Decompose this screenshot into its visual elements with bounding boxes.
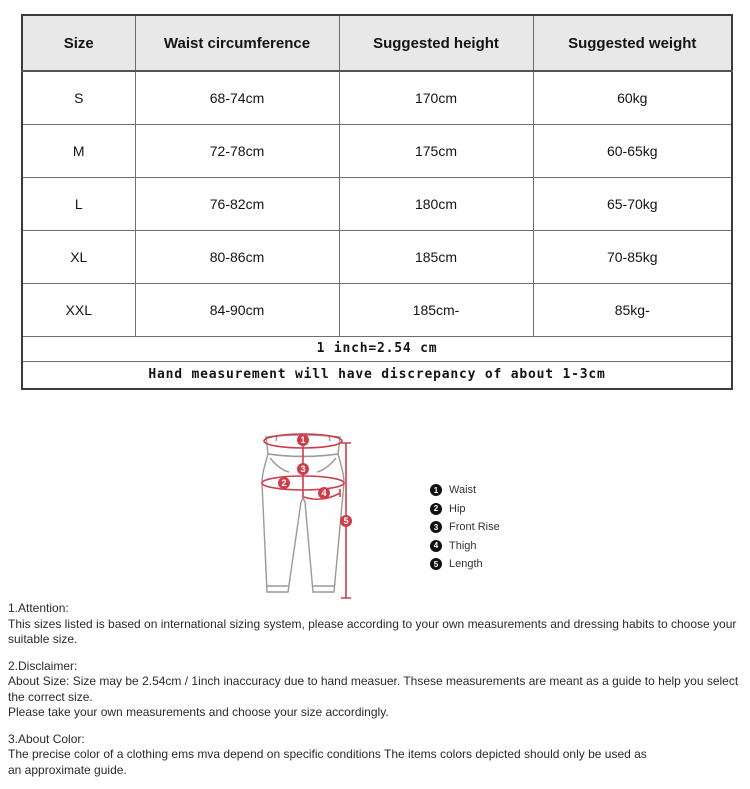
table-cell: 60kg <box>533 71 732 124</box>
measurement-diagram-section <box>0 418 750 613</box>
thigh-badge <box>318 487 330 499</box>
table-row <box>22 283 732 336</box>
size-chart-table <box>21 14 733 390</box>
legend-item-front-rise <box>430 518 500 537</box>
table-cell: 85kg- <box>533 283 732 336</box>
table-cell: 65-70kg <box>533 177 732 230</box>
number-3-icon: 3 <box>430 521 442 533</box>
note-about-color <box>8 732 748 779</box>
table-cell: 68-74cm <box>135 71 339 124</box>
number-5-icon: 5 <box>430 558 442 570</box>
table-cell: 170cm <box>339 71 533 124</box>
column-header: Suggested weight <box>533 15 732 71</box>
table-cell: L <box>22 177 135 230</box>
table-cell: M <box>22 124 135 177</box>
number-2-icon: 2 <box>430 503 442 515</box>
notes-section <box>8 601 748 789</box>
column-header: Suggested height <box>339 15 533 71</box>
legend-label: Waist <box>449 484 477 497</box>
table-cell: 76-82cm <box>135 177 339 230</box>
note-title: 2.Disclaimer: <box>8 658 78 673</box>
footnote-cell: Hand measurement will have discrepancy of about 1-3cm <box>22 361 732 389</box>
table-cell: XXL <box>22 283 135 336</box>
note-line: This sizes listed is based on international sizing system, please according to your own measurements and dressing habits to choose your suitable size. <box>8 616 737 646</box>
number-4-icon: 4 <box>430 540 442 552</box>
legend-item-thigh <box>430 537 500 556</box>
table-body <box>22 71 732 336</box>
legend-label: Hip <box>449 502 466 515</box>
note-line: About Size: Size may be 2.54cm / 1inch inaccuracy due to hand measuer. Thsese measurements are meant as a guide to help you select the correct size. <box>8 674 739 704</box>
footnote-row <box>22 361 732 389</box>
number-1-icon: 1 <box>430 484 442 496</box>
table-cell: S <box>22 71 135 124</box>
front-rise-badge <box>297 463 309 475</box>
column-header: Size <box>22 15 135 71</box>
legend-label: Length <box>449 558 483 571</box>
svg-text:5: 5 <box>343 516 349 527</box>
note-line: The precise color of a clothing ems mva depend on specific conditions The items colors depicted should only be used as <box>8 747 647 761</box>
waist-badge <box>297 434 309 446</box>
legend-item-waist <box>430 481 500 500</box>
svg-text:1: 1 <box>300 435 306 446</box>
length-badge <box>340 515 352 527</box>
hip-badge <box>278 477 290 489</box>
table-cell: 185cm <box>339 230 533 283</box>
table-cell: XL <box>22 230 135 283</box>
footnote-cell: 1 inch=2.54 cm <box>22 336 732 361</box>
footnote-row <box>22 336 732 361</box>
table-cell: 70-85kg <box>533 230 732 283</box>
table-row <box>22 124 732 177</box>
table-row <box>22 177 732 230</box>
legend-label: Front Rise <box>449 521 500 534</box>
svg-text:4: 4 <box>321 488 327 499</box>
column-header: Waist circumference <box>135 15 339 71</box>
legend-item-hip <box>430 500 500 519</box>
svg-text:2: 2 <box>281 478 287 489</box>
measurement-legend <box>430 481 500 574</box>
table-cell: 84-90cm <box>135 283 339 336</box>
table-header <box>22 15 732 71</box>
svg-text:3: 3 <box>300 464 306 475</box>
table-cell: 185cm- <box>339 283 533 336</box>
note-disclaimer <box>8 659 748 721</box>
table-cell: 175cm <box>339 124 533 177</box>
table-cell: 60-65kg <box>533 124 732 177</box>
legend-label: Thigh <box>449 539 477 552</box>
note-line: Please take your own measurements and choose your size accordingly. <box>8 705 389 719</box>
header-row <box>22 15 732 71</box>
table-row <box>22 230 732 283</box>
note-title: 1.Attention: <box>8 601 69 615</box>
legend-item-length <box>430 555 500 574</box>
table-footnotes <box>22 336 732 389</box>
note-title: 3.About Color: <box>8 731 85 746</box>
table-cell: 80-86cm <box>135 230 339 283</box>
pants-measurement-diagram <box>240 418 370 610</box>
table-cell: 72-78cm <box>135 124 339 177</box>
note-attention <box>8 601 748 648</box>
table-cell: 180cm <box>339 177 533 230</box>
table-row <box>22 71 732 124</box>
note-line: an approximate guide. <box>8 762 127 777</box>
